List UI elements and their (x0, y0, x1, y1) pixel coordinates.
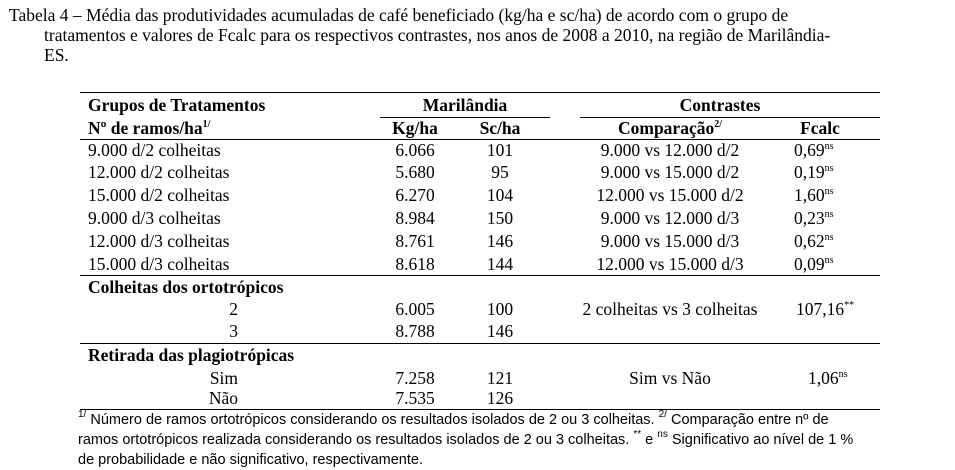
footnote-line-1: $^{1/}$ Número de ramos ortotrópicos considerando os resultados isolados de 2 ou 3 colheitas. $^{2/}$ Comparação entre nº de (78, 409, 829, 428)
top-rule (80, 92, 880, 93)
caption-line-3: ES. (44, 45, 69, 65)
header-contrastes: Contrastes (679, 95, 761, 115)
table-caption (9, 5, 949, 65)
header-comparacao: Comparação$^{2/}$ (617, 118, 722, 138)
caption-line-1: Tabela 4 – Média das produtividades acumuladas de café beneficiado (kg/ha e sc/ha) de acordo com o grupo de (9, 5, 789, 25)
table-footnote (78, 410, 955, 470)
header-scha: Sc/ha (479, 118, 521, 138)
ortho-comparison: 2 colheitas vs 3 colheitas (582, 299, 758, 319)
section-rule (80, 343, 880, 344)
plagio-comparison: Sim vs Não (629, 368, 711, 388)
ortho-fcalc: 107,16** (796, 299, 855, 319)
section-rule (80, 275, 880, 276)
header-marilandia: Marilândia (422, 95, 508, 115)
header-fcalc: Fcalc (800, 118, 840, 138)
footnote-line-3: de probabilidade e não significativo, respectivamente. (78, 452, 423, 468)
header-ramos: Nº de ramos/$ha^{1/}$ (88, 118, 211, 138)
caption-line-2: tratamentos e valores de Fcalc para os respectivos contrastes, nos anos de 2008 a 2010, na região de Marilândia- (44, 25, 831, 45)
footnote-line-2: ramos ortotrópicos realizada considerando os resultados isolados de 2 ou 3 colheitas. ** e $^{ns}$ Significativo ao nível de 1 % (78, 429, 854, 448)
header-kgha: Kg/ha (392, 118, 438, 138)
header-groups: Grupos de Tratamentos (88, 95, 266, 115)
section-ortho-title: Colheitas dos ortotrópicos (88, 277, 284, 297)
plagio-fcalc: $1,06^{ns}$ (808, 368, 848, 388)
section-plagio-title: Retirada das plagiotrópicas (88, 345, 295, 365)
